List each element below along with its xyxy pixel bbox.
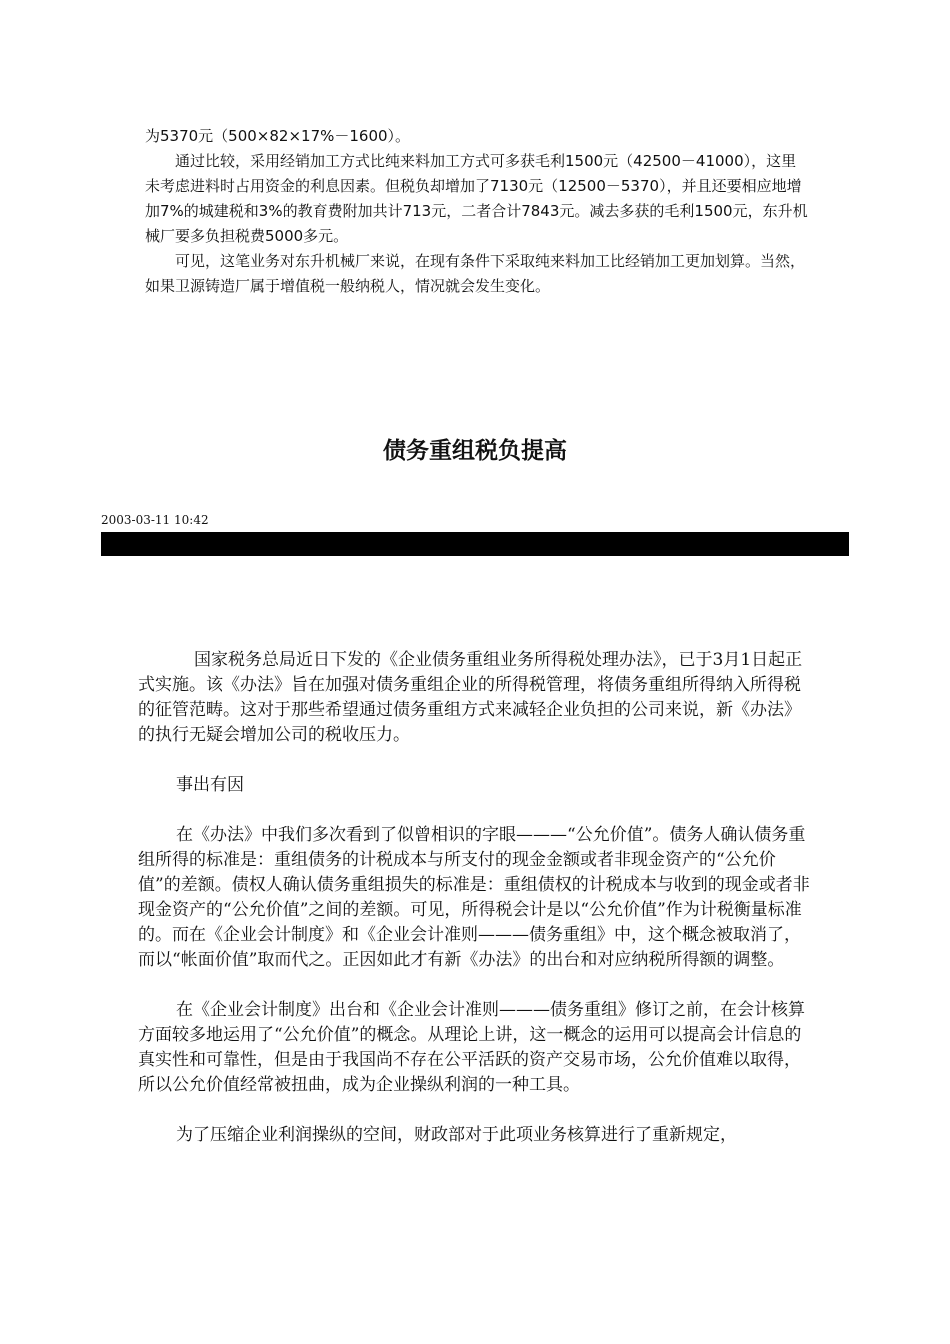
header-divider-bar <box>101 532 849 556</box>
previous-article-ending <box>145 124 810 299</box>
paragraph: 在《企业会计制度》出台和《企业会计准则———债务重组》修订之前，在会计核算方面较多地运用了“公允价值”的概念。从理论上讲，这一概念的运用可以提高会计信息的真实性和可靠性，但是由于我国尚不存在公平活跃的资产交易市场，公允价值难以取得，所以公允价值经常被扭曲，成为企业操纵利润的一种工具。 <box>138 1000 805 1095</box>
paragraph: 在《办法》中我们多次看到了似曾相识的字眼———“公允价值”。债务人确认债务重组所得的标准是：重组债务的计税成本与所支付的现金金额或者非现金资产的“公允价值”的差额。债权人确认债务重组损失的标准是：重组债权的计税成本与收到的现金或者非现金资产的“公允价值”之间的差额。可见，所得税会计是以“公允价值”作为计税衡量标准的。而在《企业会计制度》和《企业会计准则———债务重组》中，这个概念被取消了，而以“帐面价值”取而代之。正因如此才有新《办法》的出台和对应纳税所得额的调整。 <box>138 825 810 970</box>
article-body <box>138 648 814 1173</box>
article-timestamp: 2003-03-11 10:42 <box>101 513 209 527</box>
paragraph: 通过比较，采用经销加工方式比纯来料加工方式可多获毛利1500元（42500－41000），这里未考虑进料时占用资金的利息因素。但税负却增加了7130元（12500－5370），并且还要相应地增加7%的城建税和3%的教育费附加共计713元，二者合计7843元。减去多获的毛利1500元，东升机械厂要多负担税费5000多元。 <box>145 152 808 245</box>
article-title: 债务重组税负提高 <box>383 438 567 464</box>
paragraph: 国家税务总局近日下发的《企业债务重组业务所得税处理办法》，已于3月1日起正式实施。该《办法》旨在加强对债务重组企业的所得税管理，将债务重组所得纳入所得税的征管范畴。这对于那些希望通过债务重组方式来减轻企业负担的公司来说，新《办法》的执行无疑会增加公司的税收压力。 <box>138 650 803 745</box>
paragraph: 为5370元（500×82×17%－1600）。 <box>145 127 411 145</box>
section-heading: 事出有因 <box>176 775 244 795</box>
paragraph: 可见，这笔业务对东升机械厂来说，在现有条件下采取纯来料加工比经销加工更加划算。当然，如果卫源铸造厂属于增值税一般纳税人，情况就会发生变化。 <box>145 252 806 295</box>
paragraph: 为了压缩企业利润操纵的空间，财政部对于此项业务核算进行了重新规定， <box>176 1125 737 1145</box>
